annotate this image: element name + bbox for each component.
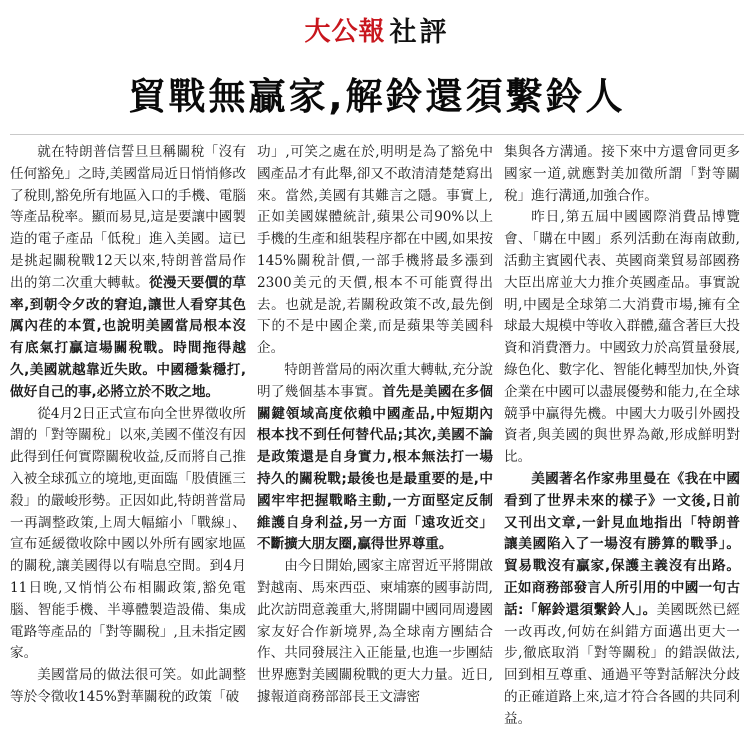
body-text: 特朗普當局的兩次重大轉軚,充分說明了幾個基本事實。 [257, 361, 493, 400]
paragraph [10, 404, 246, 666]
body-text: 美國當局的做法很可笑。如此調整等於令徵收145%對華關稅的政策「破 [10, 667, 246, 705]
article-column-3 [504, 142, 740, 727]
bold-text: 美國著名作家弗里曼在《我在中國看到了世界未來的樣子》一文後,日前又刊出文章,一針見血地指出「特朗普讓美國陷入了一場沒有勝算的戰爭」。貿易戰沒有贏家,保護主義沒有出路。正如商務部發言人所引用的中國一句古話:「解鈴還須繫鈴人」。 [504, 470, 740, 618]
paragraph [10, 142, 246, 404]
paragraph [10, 665, 246, 709]
body-text: 集與各方溝通。接下來中方還會同更多國家一道,就應對美加徵所謂「對等關稅」進行溝通,加強合作。 [504, 144, 740, 204]
headline: 貿戰無贏家,解鈴還須繫鈴人 [128, 75, 626, 118]
paragraph [257, 142, 493, 360]
body-text: 從4月2日正式宣布向全世界徵收所謂的「對等關稅」以來,美國不僅沒有因此得到任何實際關稅收益,反而將自己推入被全球孤立的境地,更面臨「股債匯三殺」的嚴峻形勢。正因如此,特朗普當局一再調整政策,上周大幅縮小「戰線」、宣布延緩徵收除中國以外所有國家地區的關稅,讓美國得以有喘息空間。到4月11日晚,又悄悄公布相關政策,豁免電腦、智能手機、半導體製造設備、集成電路等產品的「對等關稅」,且未指定國家。 [10, 405, 246, 662]
body-text: 昨日,第五屆中國國際消費品博覽會、「購在中國」系列活動在海南啟動,活動主賓國代表、英國商業貿易部國務大臣出席並大力推介英國產品。事實說明,中國是全球第二大消費市場,擁有全球最大規模中等收入群體,蘊含著巨大投資和消費潛力。中國致力於高質量發展,綠色化、數字化、智能化轉型加快,外資企業在中國可以盡展優勢和能力,在全球競爭中贏得先機。中國大力吸引外國投資者,與美國的與世界為敵,形成鮮明對比。 [504, 209, 740, 466]
paragraph [257, 360, 493, 556]
section-title: 社評 [389, 16, 450, 48]
body-text: 由今日開始,國家主席習近平將開啟對越南、馬來西亞、柬埔寨的國事訪問,此次訪問意義重大,將開闢中國同周邊國家友好合作新境界,為全球南方團結合作、共同發展注入正能量,也進一步團結世界應對美國關稅戰的更大力量。近日,據報道商務部部長王文濤密 [257, 558, 493, 705]
divider [10, 134, 744, 135]
masthead [0, 14, 754, 48]
paragraph [504, 142, 740, 207]
body-text: 功」,可笑之處在於,明明是為了豁免中國產品才有此舉,卻又不敢清清楚楚寫出來。當然,美國有其難言之隱。事實上,正如美國媒體統計,蘋果公司90%以上手機的生產和組裝程序都在中國,如果按145%關稅計價,一部手機將最多漲到2300美元的天價,根本不可能賣得出去。也就是說,若關稅政策不改,最先倒下的不是中國企業,而是蘋果等美國科企。 [257, 144, 493, 357]
paragraph [257, 556, 493, 709]
article-column-2 [257, 142, 494, 705]
article-column-1 [10, 142, 247, 705]
paragraph [504, 207, 740, 469]
bold-text: 從漫天要價的草率,到朝令夕改的窘迫,讓世人看穿其色厲內荏的本質,也說明美國當局根本沒有底氣打贏這場關稅戰。時間拖得越久,美國就越靠近失敗。中國穩紮穩打,做好自己的事,必將立於不敗之地。 [10, 274, 247, 400]
paragraph [504, 469, 740, 731]
newspaper-logo: 大公報 [304, 16, 386, 47]
bold-text: 首先是美國在多個關鍵領域高度依賴中國產品,中短期內根本找不到任何替代品;其次,美國不論是政策還是自身實力,根本無法打一場持久的關稅戰;最後也是最重要的是,中國牢牢把握戰略主動,一方面堅定反制維護自身利益,另一方面「遠攻近交」不斷擴大朋友圈,贏得世界尊重。 [257, 383, 494, 553]
body-text: 就在特朗普信誓旦旦稱關稅「沒有任何豁免」之時,美國當局近日悄悄修改了稅則,豁免所有地區入口的手機、電腦等產品稅率。顯而易見,這是要讓中國製造的電子產品「低稅」進入美國。這已是挑起關稅戰12天以來,特朗普當局作出的第二次重大轉軚。 [10, 144, 246, 291]
body-text: 美國既然已經一改再改,何妨在糾錯方面邁出更大一步,徹底取消「對等關稅」的錯誤做法,回到相互尊重、通過平等對話解決分歧的正確道路上來,這才符合各國的共同利益。 [504, 601, 740, 727]
